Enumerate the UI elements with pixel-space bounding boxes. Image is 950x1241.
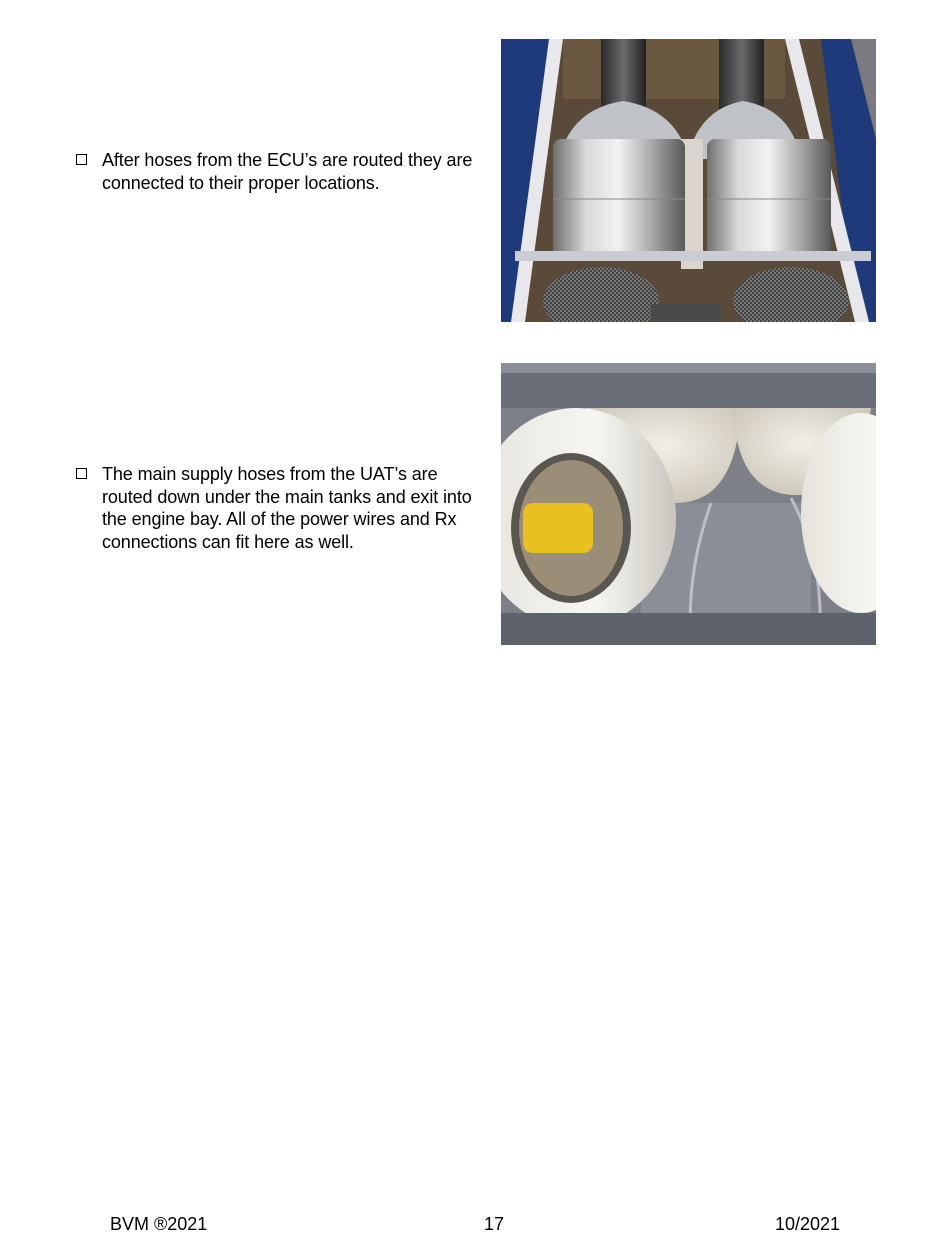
- step-1: [76, 149, 486, 194]
- step-2-text: The main supply hoses from the UAT’s are routed down under the main tanks and exit into the engine bay. All of the power wires and Rx connections can fit here as well.: [102, 464, 472, 552]
- photo-engines: [501, 39, 876, 322]
- step-1-text: After hoses from the ECU’s are routed they are connected to their proper locations.: [102, 150, 473, 193]
- footer-copyright: BVM ®2021: [110, 1214, 208, 1234]
- step-1-checkbox[interactable]: [76, 154, 87, 165]
- footer-date: 10/2021: [775, 1214, 841, 1234]
- photo-tanks-image: [501, 363, 876, 645]
- photo-tanks: [501, 363, 876, 645]
- footer-page-number: 17: [484, 1214, 505, 1234]
- step-2-checkbox[interactable]: [76, 468, 87, 479]
- photo-engines-image: [501, 39, 876, 322]
- step-2: [76, 463, 486, 553]
